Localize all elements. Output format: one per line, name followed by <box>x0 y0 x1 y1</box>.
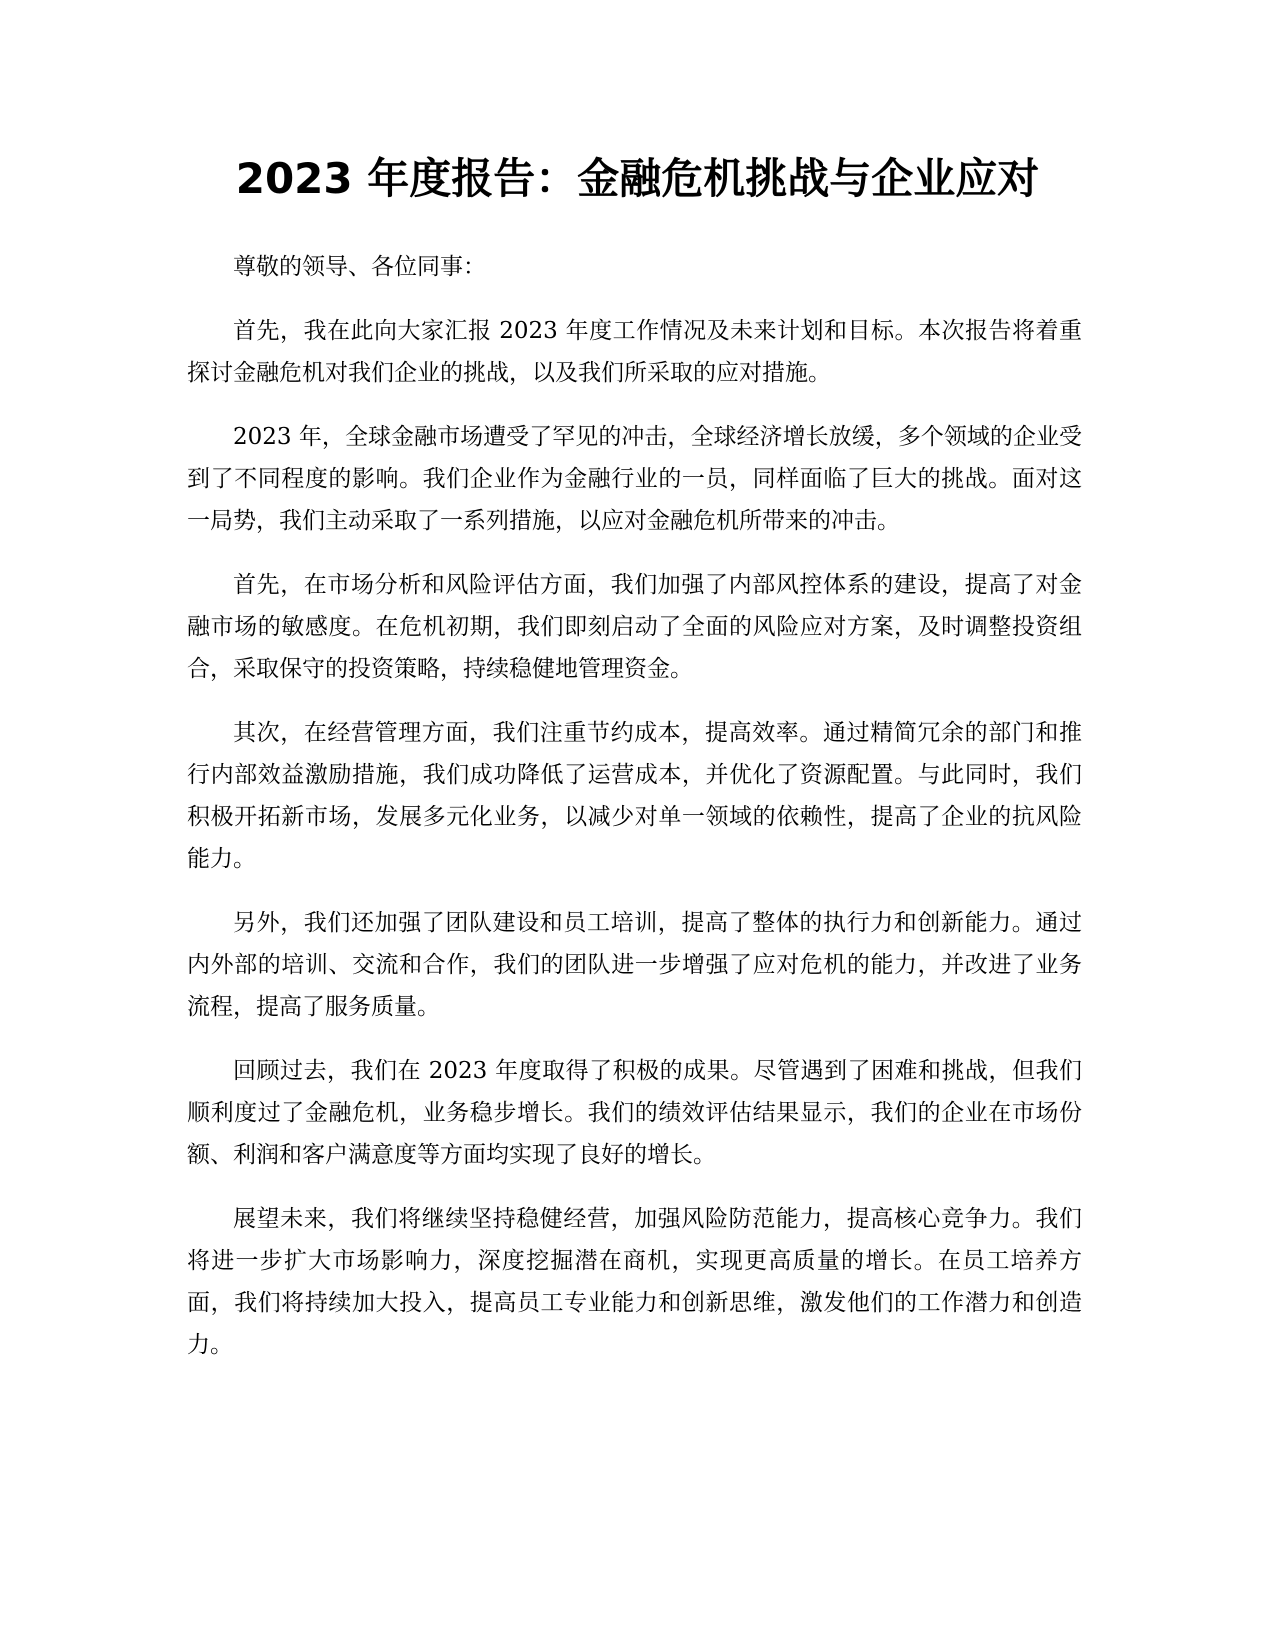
body-paragraph: 展望未来，我们将继续坚持稳健经营，加强风险防范能力，提高核心竞争力。我们将进一步扩大市场影响力，深度挖掘潜在商机，实现更高质量的增长。在员工培养方面，我们将持续加大投入，提高员工专业能力和创新思维，激发他们的工作潜力和创造力。 <box>187 1206 1082 1358</box>
body-paragraph: 其次，在经营管理方面，我们注重节约成本，提高效率。通过精简冗余的部门和推行内部效益激励措施，我们成功降低了运营成本，并优化了资源配置。与此同时，我们积极开拓新市场，发展多元化业务，以减少对单一领域的依赖性，提高了企业的抗风险能力。 <box>187 720 1082 872</box>
document-body <box>187 246 1082 1388</box>
body-paragraph: 首先，在市场分析和风险评估方面，我们加强了内部风控体系的建设，提高了对金融市场的敏感度。在危机初期，我们即刻启动了全面的风险应对方案，及时调整投资组合，采取保守的投资策略，持续稳健地管理资金。 <box>187 572 1082 682</box>
greeting-paragraph: 尊敬的领导、各位同事： <box>233 254 486 280</box>
document-title: 2023 年度报告：金融危机挑战与企业应对 <box>235 154 1040 203</box>
body-paragraph: 回顾过去，我们在 2023 年度取得了积极的成果。尽管遇到了困难和挑战，但我们顺利度过了金融危机，业务稳步增长。我们的绩效评估结果显示，我们的企业在市场份额、利润和客户满意度等方面均实现了良好的增长。 <box>187 1058 1082 1168</box>
body-paragraph: 另外，我们还加强了团队建设和员工培训，提高了整体的执行力和创新能力。通过内外部的培训、交流和合作，我们的团队进一步增强了应对危机的能力，并改进了业务流程，提高了服务质量。 <box>187 910 1082 1020</box>
body-paragraph: 2023 年，全球金融市场遭受了罕见的冲击，全球经济增长放缓，多个领域的企业受到了不同程度的影响。我们企业作为金融行业的一员，同样面临了巨大的挑战。面对这一局势，我们主动采取了一系列措施，以应对金融危机所带来的冲击。 <box>187 424 1082 534</box>
body-paragraph: 首先，我在此向大家汇报 2023 年度工作情况及未来计划和目标。本次报告将着重探讨金融危机对我们企业的挑战，以及我们所采取的应对措施。 <box>187 318 1082 386</box>
